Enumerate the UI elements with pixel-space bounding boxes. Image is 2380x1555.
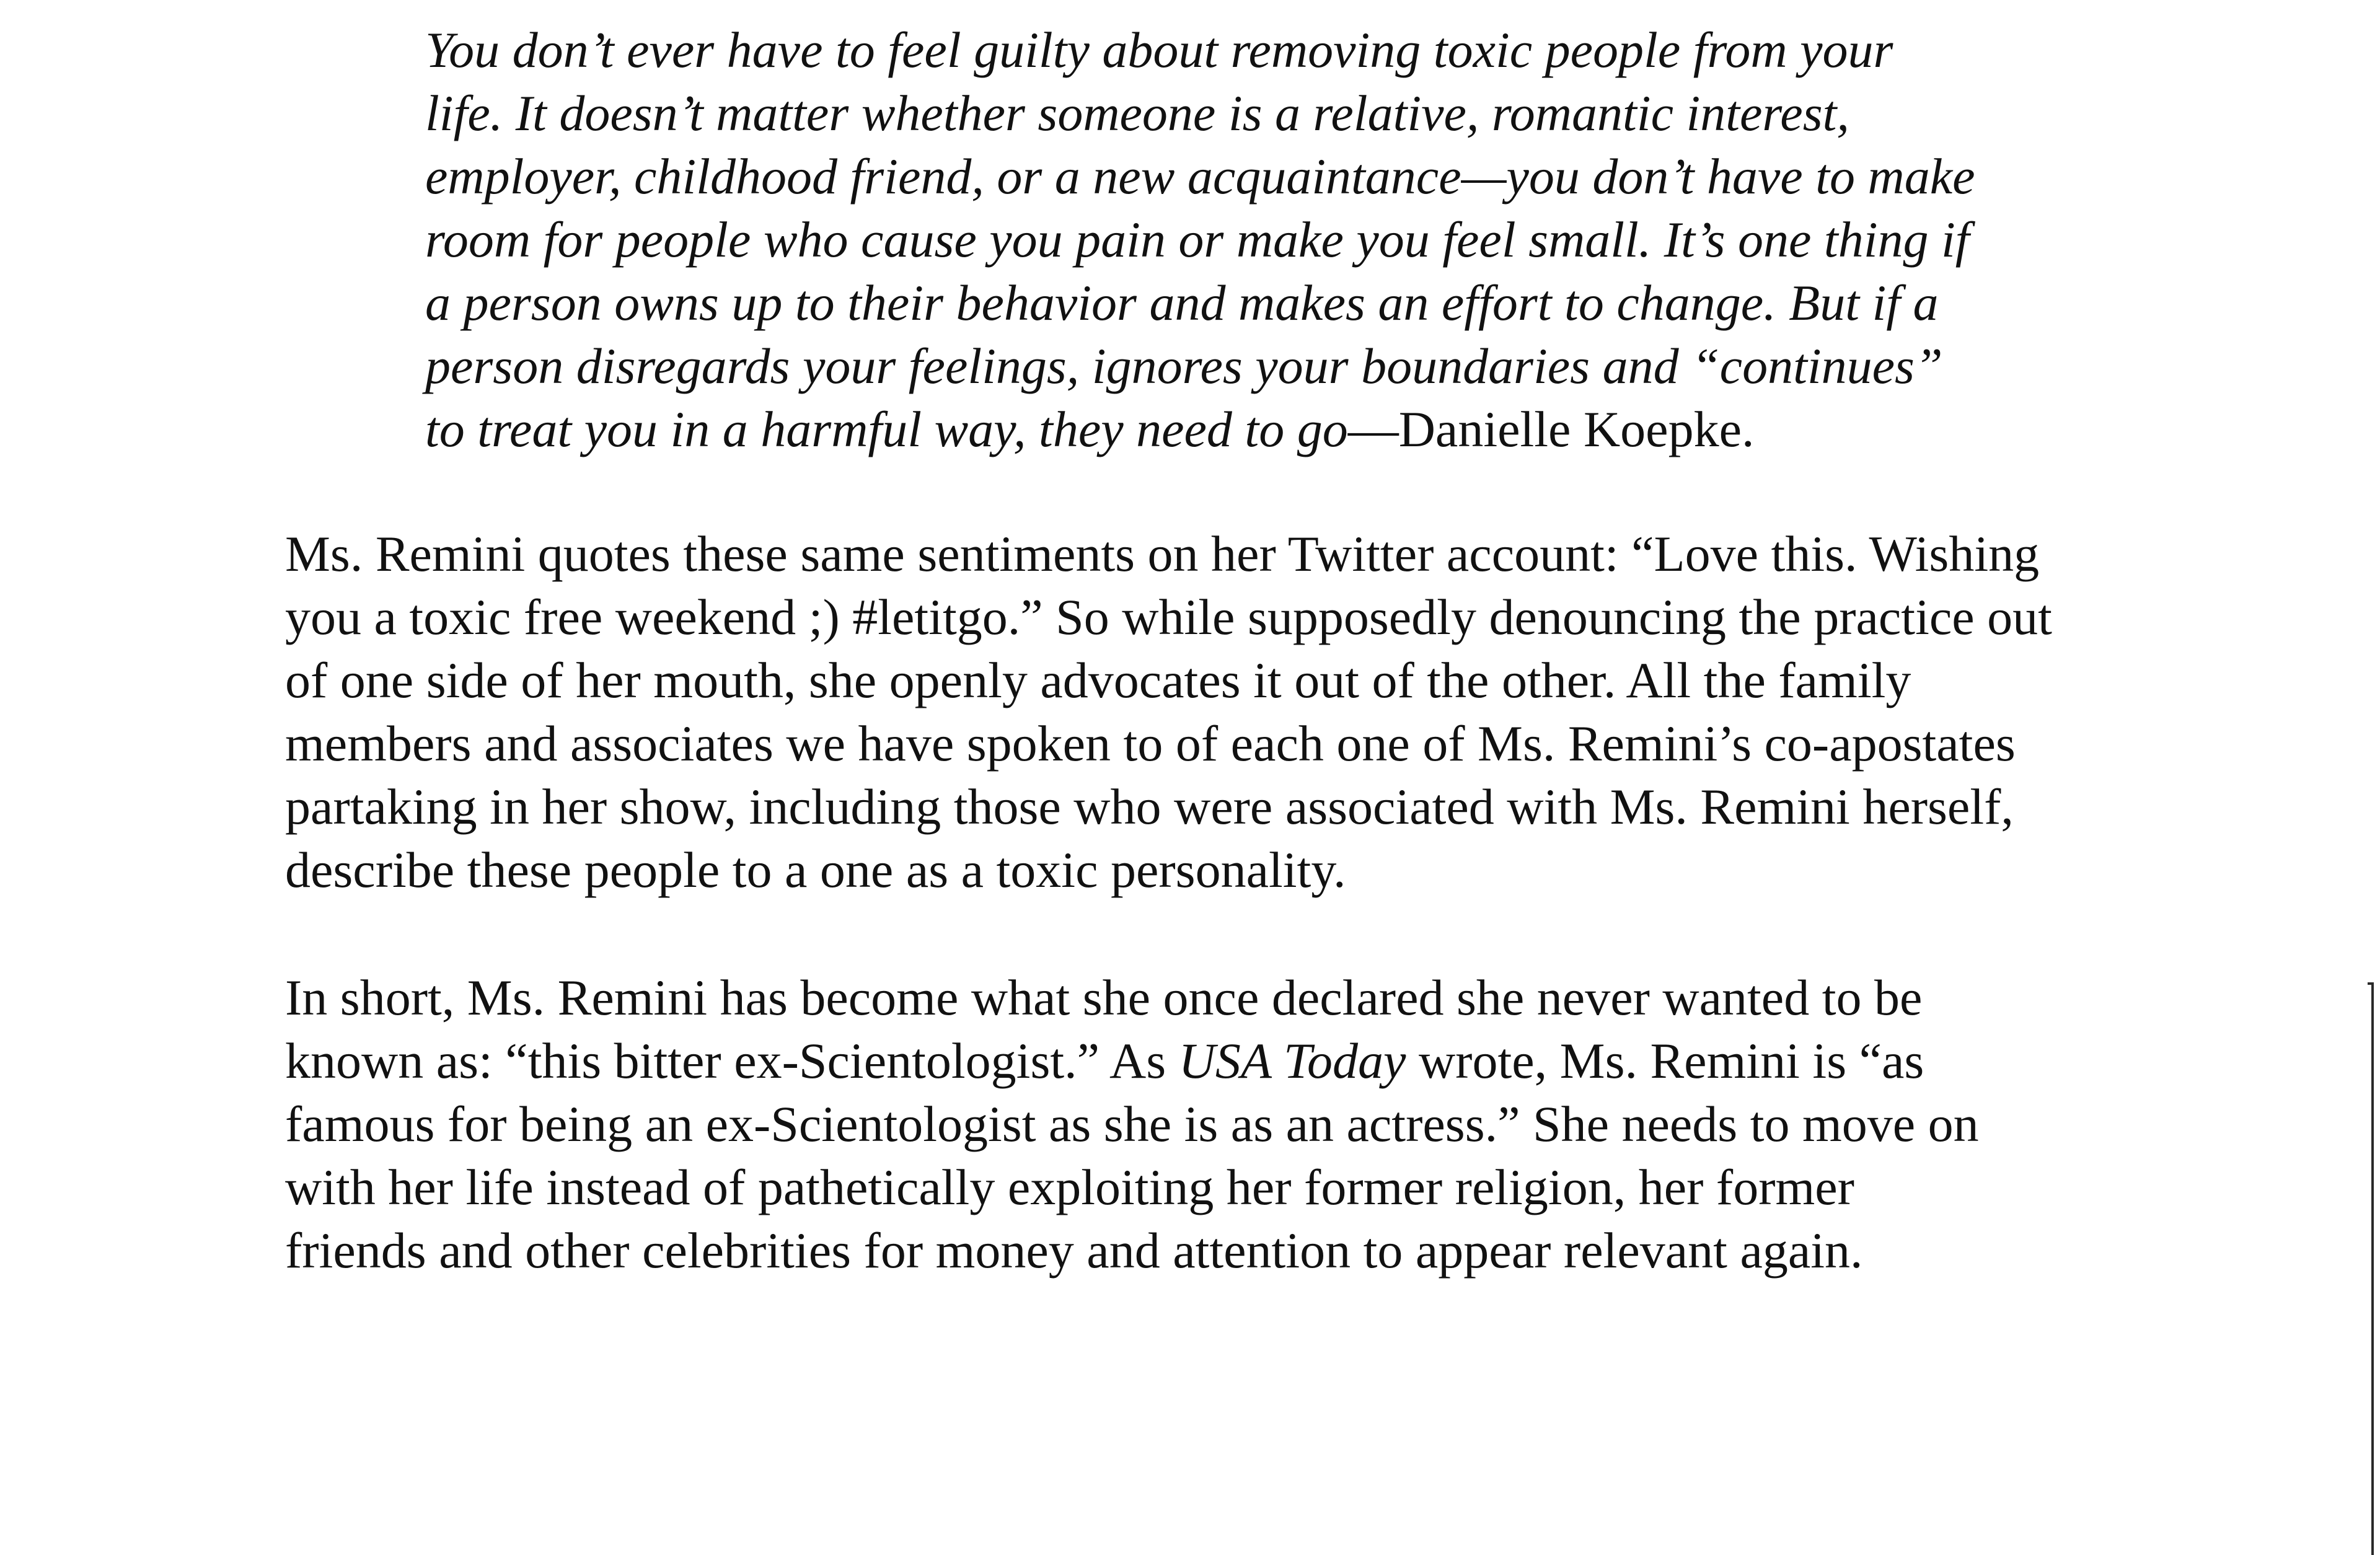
paragraph2-line-2-before: known as: “this bitter ex-Scientologist.” As xyxy=(285,1033,1179,1089)
quote-line-5: a person owns up to their behavior and makes an effort to change. But if a xyxy=(425,275,1939,331)
paragraph2-line-5: friends and other celebrities for money and attention to appear relevant again. xyxy=(285,1222,1863,1279)
paragraph-twitter xyxy=(285,522,2157,902)
paragraph1-line-2: you a toxic free weekend ;) #letitgo.” So while supposedly denouncing the practice out xyxy=(285,589,2052,645)
paragraph2-line-4: with her life instead of pathetically exploiting her former religion, her former xyxy=(285,1159,1854,1215)
paragraph2-line-2 xyxy=(285,1029,2157,1093)
publication-title: USA Today xyxy=(1178,1033,1406,1089)
paragraph-summary xyxy=(285,966,2157,1282)
quote-line-2: life. It doesn’t matter whether someone is a relative, romantic interest, xyxy=(425,85,1849,141)
paragraph2-line-3: famous for being an ex-Scientologist as she is as an actress.” She needs to move on xyxy=(285,1096,1979,1152)
quote-line-7 xyxy=(425,398,2123,461)
quote-line-3: employer, childhood friend, or a new acquaintance—you don’t have to make xyxy=(425,148,1975,205)
block-quote xyxy=(425,19,2123,461)
quote-line-1: You don’t ever have to feel guilty about removing toxic people from your xyxy=(425,22,1893,78)
paragraph1-line-1: Ms. Remini quotes these same sentiments on her Twitter account: “Love this. Wishing xyxy=(285,526,2040,582)
page-edge-tick xyxy=(2368,982,2374,985)
paragraph1-line-3: of one side of her mouth, she openly advocates it out of the other. All the family xyxy=(285,652,1911,708)
paragraph1-line-4: members and associates we have spoken to of each one of Ms. Remini’s co-apostates xyxy=(285,715,2016,772)
quote-line-6: person disregards your feelings, ignores your boundaries and “continues” xyxy=(425,338,1943,394)
paragraph2-line-1: In short, Ms. Remini has become what she once declared she never wanted to be xyxy=(285,969,1923,1026)
paragraph2-line-2-after: wrote, Ms. Remini is “as xyxy=(1406,1033,1924,1089)
quote-last-line-text: to treat you in a harmful way, they need to go xyxy=(425,401,1348,457)
paragraph1-line-5: partaking in her show, including those who were associated with Ms. Remini herself, xyxy=(285,778,2014,835)
page-edge-line xyxy=(2371,982,2374,1555)
paragraph1-line-6: describe these people to a one as a toxic personality. xyxy=(285,842,1346,898)
quote-line-4: room for people who cause you pain or make you feel small. It’s one thing if xyxy=(425,211,1970,268)
quote-attribution: —Danielle Koepke. xyxy=(1347,401,1755,457)
